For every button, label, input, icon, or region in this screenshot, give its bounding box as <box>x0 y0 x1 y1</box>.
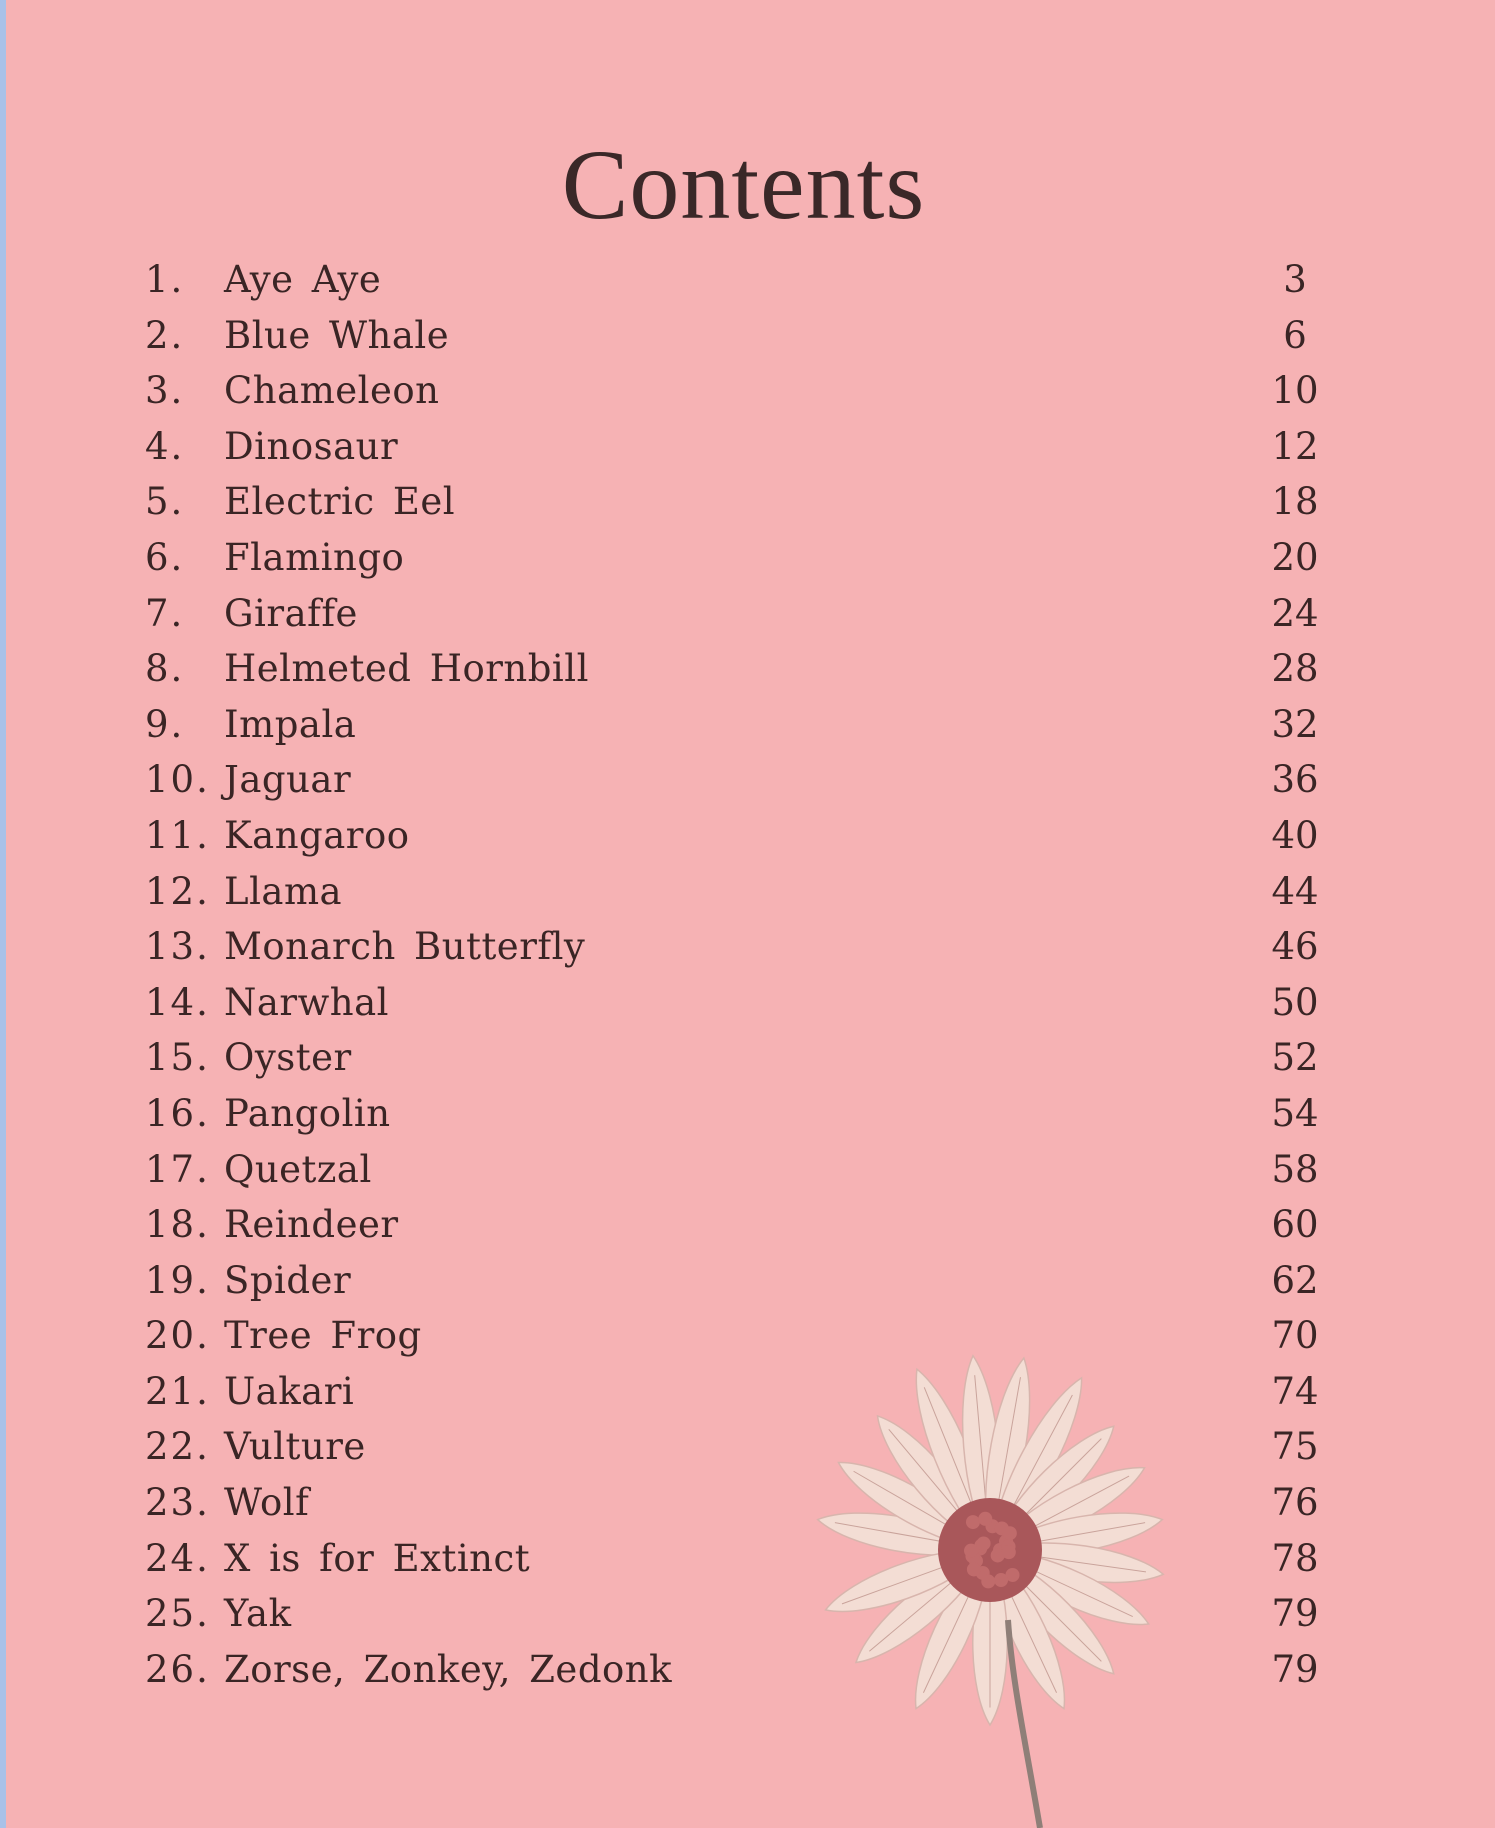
contents-entry <box>0 641 1495 697</box>
entry-title: Blue Whale <box>224 313 450 357</box>
contents-entry <box>0 252 1495 308</box>
contents-entry <box>0 1586 1495 1642</box>
flower-seed <box>981 1574 995 1588</box>
entry-title: Flamingo <box>224 535 405 579</box>
entry-page-number: 70 <box>1271 1314 1319 1358</box>
contents-entry <box>0 586 1495 642</box>
entry-title: Reindeer <box>224 1203 399 1247</box>
contents-entry <box>0 1197 1495 1253</box>
entry-title: X is for Extinct <box>224 1536 531 1580</box>
entry-title: Llama <box>224 869 343 913</box>
entry-number: 6. <box>145 535 185 579</box>
contents-entry <box>0 363 1495 419</box>
entry-page-number: 40 <box>1271 813 1319 857</box>
entry-number: 7. <box>145 591 185 635</box>
entry-number: 2. <box>145 313 185 357</box>
entry-number: 4. <box>145 424 185 468</box>
entry-page-number: 20 <box>1271 535 1319 579</box>
contents-entry <box>0 1642 1495 1698</box>
entry-title: Jaguar <box>224 758 352 802</box>
contents-entry <box>0 697 1495 753</box>
contents-entry <box>0 1253 1495 1309</box>
flower-seed <box>978 1512 992 1526</box>
entry-title: Narwhal <box>224 980 390 1024</box>
entry-page-number: 12 <box>1271 424 1319 468</box>
entry-number: 22. <box>145 1425 210 1469</box>
contents-entry <box>0 1142 1495 1198</box>
entry-number: 20. <box>145 1314 210 1358</box>
contents-entry <box>0 419 1495 475</box>
entry-title: Zorse, Zonkey, Zedonk <box>224 1647 673 1691</box>
entry-title: Impala <box>224 702 357 746</box>
entry-number: 12. <box>145 869 210 913</box>
entry-title: Helmeted Hornbill <box>224 647 589 691</box>
contents-entry <box>0 1086 1495 1142</box>
entry-number: 18. <box>145 1203 210 1247</box>
entry-page-number: 36 <box>1271 758 1319 802</box>
entry-number: 10. <box>145 758 210 802</box>
entry-page-number: 28 <box>1271 647 1319 691</box>
entry-number: 23. <box>145 1481 210 1525</box>
flower-seed <box>964 1544 978 1558</box>
entry-page-number: 18 <box>1271 480 1319 524</box>
entry-number: 17. <box>145 1147 210 1191</box>
entry-page-number: 52 <box>1271 1036 1319 1080</box>
entry-page-number: 50 <box>1271 980 1319 1024</box>
entry-number: 5. <box>145 480 185 524</box>
contents-entry <box>0 919 1495 975</box>
entry-page-number: 75 <box>1271 1425 1319 1469</box>
entry-number: 16. <box>145 1091 210 1135</box>
entry-title: Yak <box>224 1592 292 1636</box>
entry-title: Monarch Butterfly <box>224 925 586 969</box>
entry-number: 8. <box>145 647 185 691</box>
entry-title: Quetzal <box>224 1147 372 1191</box>
flower-seed <box>994 1573 1008 1587</box>
entry-title: Aye Aye <box>224 258 382 301</box>
contents-entry <box>0 308 1495 364</box>
entry-title: Electric Eel <box>224 480 456 524</box>
contents-entry <box>0 1308 1495 1364</box>
page-title: Contents <box>561 129 926 240</box>
entry-title: Tree Frog <box>224 1314 422 1358</box>
entry-page-number: 24 <box>1271 591 1319 635</box>
entry-number: 25. <box>145 1592 210 1636</box>
entry-page-number: 54 <box>1271 1091 1319 1135</box>
contents-entry <box>0 864 1495 920</box>
flower-seed <box>977 1536 991 1550</box>
entry-number: 3. <box>145 369 185 413</box>
entry-number: 9. <box>145 702 185 746</box>
flower-seed <box>967 1562 981 1576</box>
entry-number: 14. <box>145 980 210 1024</box>
entry-number: 1. <box>145 258 185 301</box>
entry-page-number: 79 <box>1271 1647 1319 1691</box>
contents-entry <box>0 808 1495 864</box>
entry-title: Chameleon <box>224 369 440 413</box>
entry-page-number: 76 <box>1271 1481 1319 1525</box>
entry-number: 24. <box>145 1536 210 1580</box>
contents-entry <box>0 1030 1495 1086</box>
entry-page-number: 46 <box>1271 925 1319 969</box>
contents-entry <box>0 1364 1495 1420</box>
entry-page-number: 10 <box>1271 369 1319 413</box>
entry-title: Uakari <box>224 1369 355 1413</box>
contents-list <box>0 252 1495 1697</box>
entry-page-number: 32 <box>1271 702 1319 746</box>
entry-title: Spider <box>224 1258 352 1302</box>
entry-page-number: 60 <box>1271 1203 1319 1247</box>
flower-seed <box>1003 1526 1017 1540</box>
contents-entry <box>0 530 1495 586</box>
contents-entry <box>0 975 1495 1031</box>
entry-page-number: 3 <box>1283 258 1307 301</box>
entry-page-number: 79 <box>1271 1592 1319 1636</box>
contents-entry <box>0 1475 1495 1531</box>
contents-entry <box>0 474 1495 530</box>
entry-number: 21. <box>145 1369 210 1413</box>
entry-title: Wolf <box>224 1481 310 1525</box>
entry-page-number: 58 <box>1271 1147 1319 1191</box>
entry-title: Kangaroo <box>224 813 410 857</box>
entry-page-number: 44 <box>1271 869 1319 913</box>
entry-title: Dinosaur <box>224 424 399 468</box>
entry-number: 15. <box>145 1036 210 1080</box>
entry-title: Oyster <box>224 1036 352 1080</box>
flower-seed <box>966 1515 980 1529</box>
entry-number: 26. <box>145 1647 210 1691</box>
entry-page-number: 74 <box>1271 1369 1319 1413</box>
daisy-flower-icon <box>750 1320 1210 1828</box>
entry-page-number: 62 <box>1271 1258 1319 1302</box>
entry-page-number: 78 <box>1271 1536 1319 1580</box>
entry-number: 19. <box>145 1258 210 1302</box>
contents-entry <box>0 1419 1495 1475</box>
entry-number: 13. <box>145 925 210 969</box>
flower-seed <box>1002 1545 1016 1559</box>
entry-page-number: 6 <box>1283 313 1307 357</box>
entry-title: Pangolin <box>224 1091 391 1135</box>
entry-title: Vulture <box>224 1425 366 1469</box>
contents-entry <box>0 752 1495 808</box>
entry-number: 11. <box>145 813 210 857</box>
contents-entry <box>0 1531 1495 1587</box>
entry-title: Giraffe <box>224 591 358 635</box>
